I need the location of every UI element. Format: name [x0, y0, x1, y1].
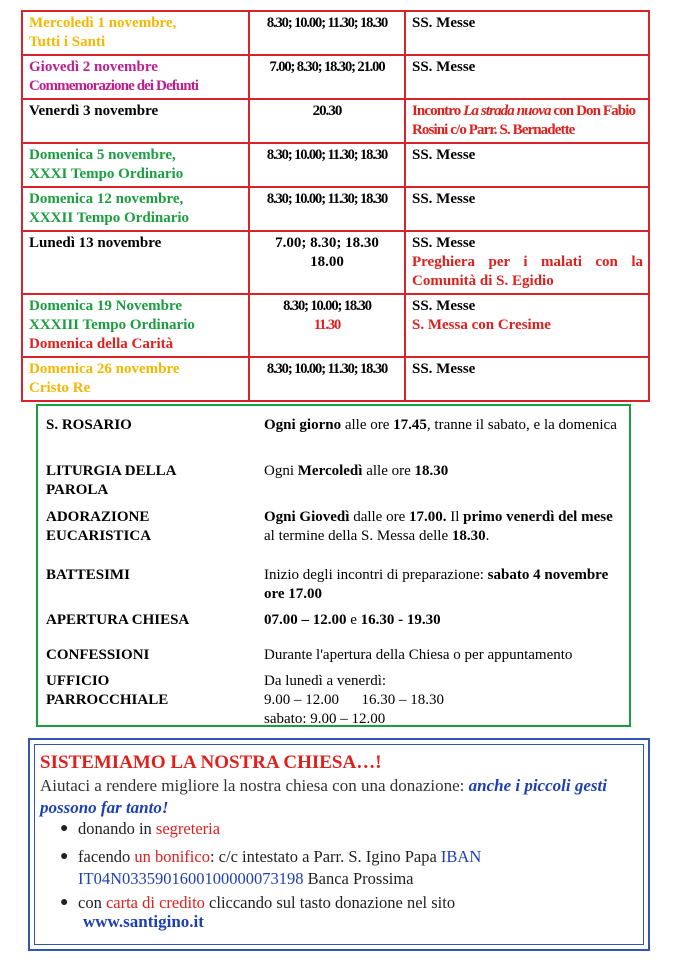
date-line: Mercoledì 1 novembre,	[29, 15, 177, 31]
bullet-icon: ●	[60, 849, 69, 864]
date-cell	[22, 11, 249, 55]
date-line: Domenica 26 novembre	[29, 361, 180, 377]
date-line: Domenica della Carità	[29, 336, 174, 352]
date-line: Cristo Re	[29, 380, 91, 396]
times-cell: 8.30; 10.00; 11.30; 18.30	[249, 143, 405, 187]
date-line: Domenica 12 novembre,	[29, 191, 184, 207]
event-cell: SS. Messe	[405, 11, 649, 55]
event-line: SS. Messe	[412, 298, 476, 314]
date-line: Commemorazione dei Defunti	[29, 78, 199, 94]
event-title: La strada nuova	[463, 103, 551, 119]
info-value: 07.00 – 12.00 e 16.30 - 19.30	[264, 612, 441, 628]
date-line: Domenica 5 novembre,	[29, 147, 176, 163]
table-row	[22, 294, 649, 357]
date-cell	[22, 99, 249, 143]
times-cell	[249, 231, 405, 294]
times-cell: 7.00; 8.30; 18.30; 21.00	[249, 55, 405, 99]
info-label: UFFICIO PARROCCHIALE	[46, 673, 169, 708]
events-calendar-table	[21, 10, 650, 402]
date-cell	[22, 231, 249, 294]
times-cell: 20.30	[249, 99, 405, 143]
event-cell: SS. Messe	[405, 143, 649, 187]
time-line: 7.00; 8.30; 18.30	[275, 235, 379, 251]
info-label: ADORAZIONE EUCARISTICA	[46, 509, 152, 544]
info-value: Durante l'apertura della Chiesa o per appuntamento	[264, 647, 573, 663]
donation-intro: Aiutaci a rendere migliore la nostra chiesa con una donazione: anche i piccoli gesti possono far tanto!	[40, 776, 607, 817]
event-cell: SS. Messe	[405, 55, 649, 99]
info-value: Ogni giorno alle ore 17.45, tranne il sabato, e la domenica	[264, 417, 617, 433]
info-label: CONFESSIONI	[46, 647, 150, 663]
table-row	[22, 143, 649, 187]
event-line: Preghiera per i malati con la Comunità di S. Egidio	[412, 254, 643, 289]
table-row	[22, 187, 649, 231]
event-cell	[405, 294, 649, 357]
date-line: XXXI Tempo Ordinario	[29, 166, 184, 182]
info-label: S. ROSARIO	[46, 417, 132, 433]
table-row	[22, 357, 649, 401]
event-cell: SS. Messe	[405, 187, 649, 231]
time-line: 8.30; 10.00; 18.30	[283, 298, 371, 314]
event-cell	[405, 231, 649, 294]
time-line: 18.00	[310, 254, 344, 270]
date-line: Tutti i Santi	[29, 34, 106, 50]
date-line: Domenica 19 Novembre	[29, 298, 183, 314]
date-line: Lunedì 13 novembre	[29, 235, 162, 251]
info-label: LITURGIA DELLA PAROLA	[46, 463, 177, 498]
times-cell: 8.30; 10.00; 11.30; 18.30	[249, 357, 405, 401]
bullet-icon: ●	[60, 821, 69, 836]
table-row	[22, 231, 649, 294]
table-row	[22, 55, 649, 99]
info-value: Ogni Giovedì dalle ore 17.00. Il primo venerdì del mese al termine della S. Messa delle 18.30.	[264, 509, 613, 544]
info-value: Inizio degli incontri di preparazione: sabato 4 novembre ore 17.00	[264, 567, 609, 602]
date-line: XXXII Tempo Ordinario	[29, 210, 190, 226]
date-line: Venerdì 3 novembre	[29, 103, 159, 119]
info-value: Da lunedì a venerdì: 9.00 – 12.00 16.30 – 18.30 sabato: 9.00 – 12.00	[264, 673, 444, 727]
date-cell	[22, 294, 249, 357]
time-line: 11.30	[313, 317, 341, 333]
info-value: Ogni Mercoledì alle ore 18.30	[264, 463, 449, 479]
info-label: APERTURA CHIESA	[46, 612, 190, 628]
event-cell	[405, 99, 649, 143]
date-cell	[22, 187, 249, 231]
date-line: XXXIII Tempo Ordinario	[29, 317, 195, 333]
date-cell	[22, 143, 249, 187]
date-cell	[22, 357, 249, 401]
website-link[interactable]: www.santigino.it	[83, 912, 204, 931]
date-cell	[22, 55, 249, 99]
table-row	[22, 99, 649, 143]
info-label: BATTESIMI	[46, 567, 130, 583]
event-cell: SS. Messe	[405, 357, 649, 401]
event-line: SS. Messe	[412, 235, 476, 251]
date-line: Giovedì 2 novembre	[29, 59, 158, 75]
event-text: con Don Fabio Rosini c/o Parr. S. Bernadette	[412, 103, 636, 138]
bullet-icon: ●	[60, 895, 69, 910]
event-text: Incontro	[412, 103, 464, 119]
donation-title: SISTEMIAMO LA NOSTRA CHIESA…!	[40, 752, 382, 773]
times-cell	[249, 294, 405, 357]
times-cell: 8.30; 10.00; 11.30; 18.30	[249, 11, 405, 55]
times-cell: 8.30; 10.00; 11.30; 18.30	[249, 187, 405, 231]
parish-info-box	[36, 404, 631, 727]
table-row	[22, 11, 649, 55]
event-line: S. Messa con Cresime	[412, 317, 551, 333]
